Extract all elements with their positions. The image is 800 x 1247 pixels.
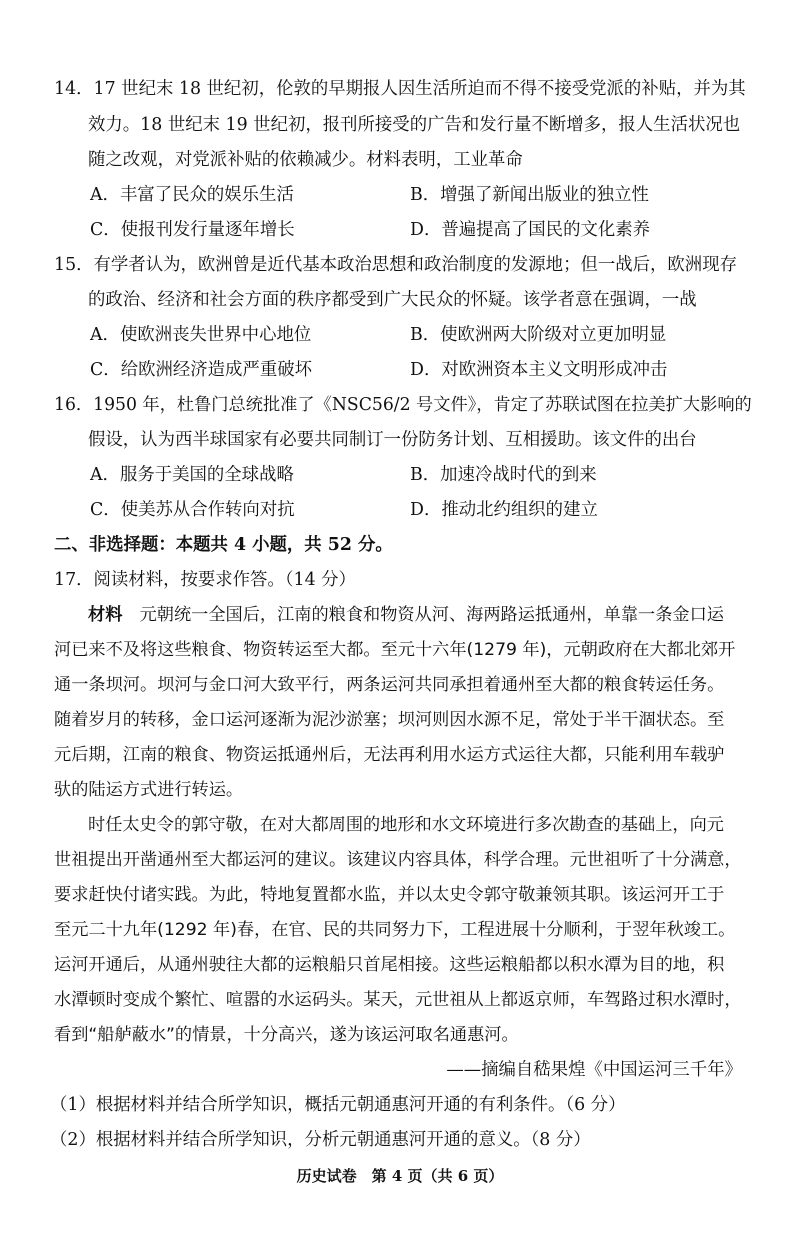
section-2-heading: 二、非选择题：本题共 4 小题，共 52 分。 [54,535,393,555]
q15-option-d: D．对欧洲资本主义文明形成冲击 [410,360,668,380]
q16-option-d: D．推动北约组织的建立 [410,500,598,520]
q15-option-b: B．使欧洲两大阶级对立更加明显 [410,325,667,345]
q17-para1-line-4: 随着岁月的转移，金口运河逐渐为泥沙淤塞；坝河则因水源不足，常处于半干涸状态。至 [54,710,725,730]
q17-material-line-1 [88,604,724,626]
q17-para2-line-5: 运河开通后，从通州驶往大都的运粮船只首尾相接。这些运粮船都以积水潭为目的地，积 [54,955,725,975]
q14-option-d: D．普遍提高了国民的文化素养 [410,220,651,240]
q16-option-a: A．服务于美国的全球战略 [90,465,294,485]
q16-line-1: 16．1950 年，杜鲁门总统批准了《NSC56/2 号文件》，肯定了苏联试图在拉美扩大影响的 [54,395,752,415]
q16-option-b: B．加速冷战时代的到来 [410,465,597,485]
q16-line-2: 假设，认为西半球国家有必要共同制订一份防务计划、互相援助。该文件的出台 [88,430,697,450]
q14-line-3: 随之改观，对党派补贴的依赖减少。材料表明，工业革命 [88,150,523,170]
q17-para2-line-2: 世祖提出开凿通州至大都运河的建议。该建议内容具体，科学合理。元世祖听了十分满意， [54,850,742,870]
q17-para1-line-1-text: 元朝统一全国后，江南的粮食和物资从河、海两路运抵通州，单靠一条金口运 [139,605,724,625]
q14-option-c: C．使报刊发行量逐年增长 [90,220,295,240]
q17-para2-line-4: 至元二十九年(1292 年)春，在官、民的共同努力下，工程进展十分顺利，于翌年秋竣工。 [54,920,736,940]
q14-line-2: 效力。18 世纪末 19 世纪初，报刊所接受的广告和发行量不断增多，报人生活状况也 [88,115,741,135]
q15-option-a: A．使欧洲丧失世界中心地位 [90,325,312,345]
q17-sub-question-2: （2）根据材料并结合所学知识，分析元朝通惠河开通的意义。（8 分） [50,1130,591,1150]
material-label: 材料 [88,605,123,625]
q14-option-b: B．增强了新闻出版业的独立性 [410,185,649,205]
q17-para1-line-5: 元后期，江南的粮食、物资运抵通州后，无法再利用水运方式运往大都，只能利用车载驴 [54,745,725,765]
q17-para1-line-6: 驮的陆运方式进行转运。 [54,780,244,800]
q17-para2-line-7: 看到“船舻蔽水”的情景，十分高兴，遂为该运河取名通惠河。 [54,1025,519,1045]
q14-line-1: 14．17 世纪末 18 世纪初，伦敦的早期报人因生活所迫而不得不接受党派的补贴，并为其 [54,79,746,99]
q17-para2-line-3: 要求赶快付诸实践。为此，特地复置都水监，并以太史令郭守敬兼领其职。该运河开工于 [54,885,725,905]
page-footer: 历史试卷 第 4 页（共 6 页） [296,1167,504,1185]
q14-option-a: A．丰富了民众的娱乐生活 [90,185,294,205]
q17-para2-line-6: 水潭顿时变成个繁忙、喧嚣的水运码头。某天，元世祖从上都返京师，车驾路过积水潭时， [54,990,742,1010]
q17-source-citation: ——摘编自嵇果煌《中国运河三千年》 [446,1060,742,1080]
q17-para1-line-3: 通一条坝河。坝河与金口河大致平行，两条运河共同承担着通州至大都的粮食转运任务。 [54,675,725,695]
q17-para2-line-1: 时任太史令的郭守敬，在对大都周围的地形和水文环境进行多次勘查的基础上，向元 [88,815,724,835]
q17-title: 17．阅读材料，按要求作答。（14 分） [54,570,356,590]
q17-para1-line-2: 河已来不及将这些粮食、物资转运至大都。至元十六年(1279 年)，元朝政府在大都北郊开 [54,640,736,660]
q15-option-c: C．给欧洲经济造成严重破坏 [90,360,312,380]
q16-option-c: C．使美苏从合作转向对抗 [90,500,295,520]
q17-sub-question-1: （1）根据材料并结合所学知识，概括元朝通惠河开通的有利条件。（6 分） [50,1095,626,1115]
q15-line-2: 的政治、经济和社会方面的秩序都受到广大民众的怀疑。该学者意在强调，一战 [88,290,697,310]
q15-line-1: 15．有学者认为，欧洲曾是近代基本政治思想和政治制度的发源地；但一战后，欧洲现存 [54,255,737,275]
